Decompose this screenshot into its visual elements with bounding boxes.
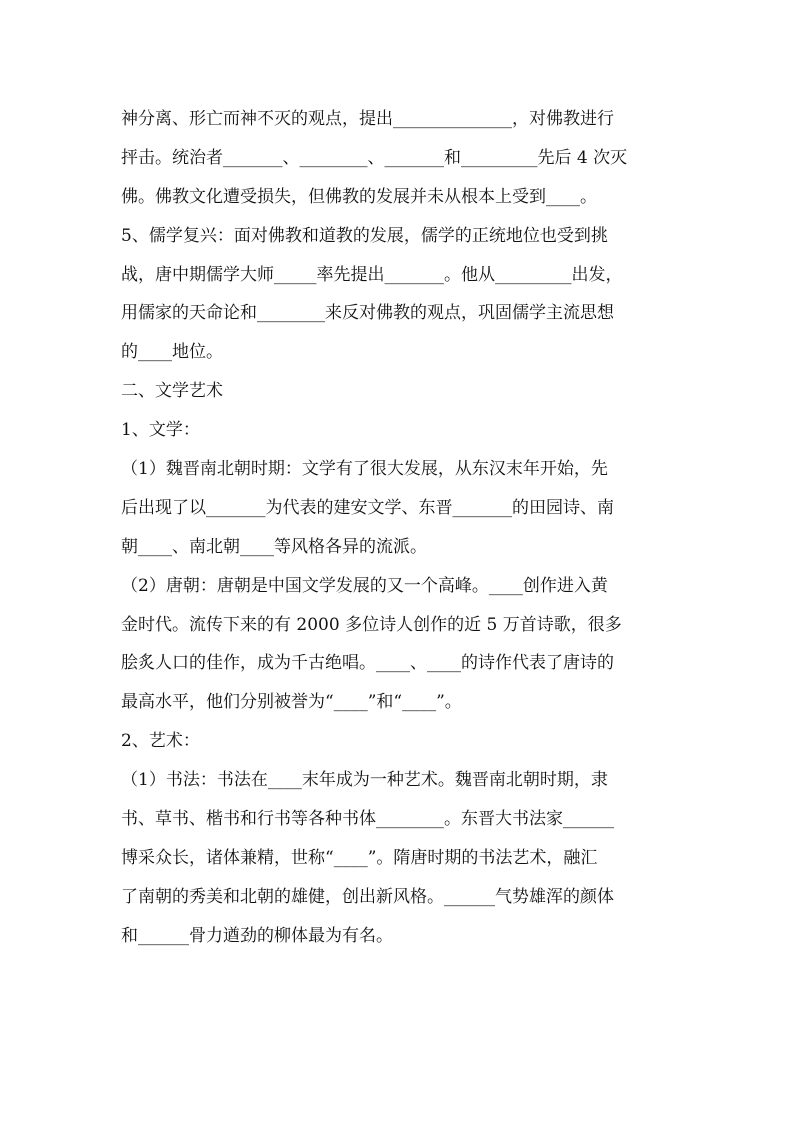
text-line: 博采众长，诸体兼精，世称“____”。隋唐时期的书法艺术，融汇 — [121, 847, 598, 868]
text-line: 5、儒学复兴：面对佛教和道教的发展，儒学的正统地位也受到挑 — [121, 225, 608, 246]
text-line: 书、草书、楷书和行书等各种书体________。东晋大书法家______ — [121, 809, 614, 830]
text-line: 抨击。统治者_______、________、_______和_________先后 4 次灭 — [121, 147, 628, 168]
text-line: 金时代。流传下来的有 2000 多位诗人创作的近 5 万首诗歌，很多 — [121, 614, 622, 635]
document-body — [121, 100, 673, 956]
text-line: 用儒家的天命论和________来反对佛教的观点，巩固儒学主流思想 — [121, 303, 614, 324]
text-line: （1）魏晋南北朝时期：文学有了很大发展，从东汉末年开始，先 — [121, 459, 608, 480]
text-line: 脍炙人口的佳作，成为千古绝唱。____、____的诗作代表了唐诗的 — [121, 653, 614, 674]
text-line: 神分离、形亡而神不灭的观点，提出______________，对佛教进行 — [121, 109, 614, 129]
text-line: （2）唐朝：唐朝是中国文学发展的又一个高峰。____创作进入黄 — [121, 575, 608, 596]
text-line: 和______骨力遒劲的柳体最为有名。 — [121, 925, 393, 946]
section-heading: 二、文学艺术 — [121, 381, 223, 402]
text-line: 后出现了以_______为代表的建安文学、东晋_______的田园诗、南 — [121, 497, 614, 518]
text-line: 最高水平，他们分别被誉为“____”和“____”。 — [121, 692, 462, 713]
text-line: 朝____、南北朝____等风格各异的流派。 — [121, 536, 427, 557]
text-line: 佛。佛教文化遭受损失，但佛教的发展并未从根本上受到____。 — [121, 186, 597, 207]
text-line: （1）书法：书法在____末年成为一种艺术。魏晋南北朝时期，隶 — [121, 770, 608, 791]
text-line: 的____地位。 — [121, 342, 223, 363]
subsection-heading: 2、艺术： — [121, 731, 200, 752]
text-line: 战，唐中期儒学大师_____率先提出_______。他从_________出发， — [121, 264, 623, 285]
text-line: 了南朝的秀美和北朝的雄健，创出新风格。______气势雄浑的颜体 — [121, 886, 614, 907]
subsection-heading: 1、文学： — [121, 420, 200, 441]
